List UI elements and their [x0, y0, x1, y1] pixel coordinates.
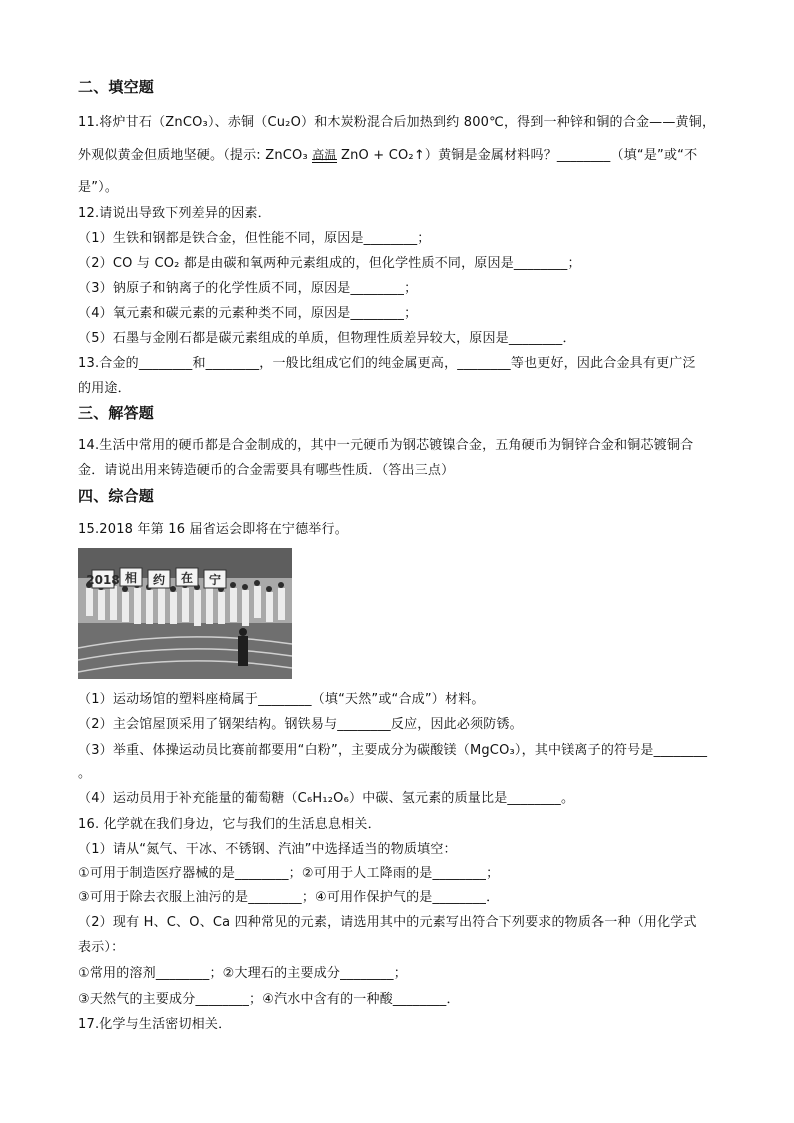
section-heading-fill-blank: 二、填空题 — [78, 78, 155, 96]
q15-item-4: （4）运动员用于补充能量的葡萄糖（C₆H₁₂O₆）中碳、氢元素的质量比是________。 — [78, 791, 575, 806]
q15-stem: 15.2018 年第 16 届省运会即将在宁德举行。 — [78, 522, 348, 537]
q14-line-1: 14.生活中常用的硬币都是合金制成的，其中一元硬币为钢芯镀镍合金，五角硬币为铜锌合金和铜芯镀铜合 — [78, 438, 694, 453]
q12-item-2: （2）CO 与 CO₂ 都是由碳和氧两种元素组成的，但化学性质不同，原因是________； — [78, 256, 581, 271]
q11-line-2-post: ZnO + CO₂↑）黄铜是金属材料吗？________（填“是”或“不 — [336, 148, 698, 163]
games-parade-photo-art — [78, 548, 292, 679]
q15-item-2: （2）主会馆屋顶采用了钢架结构。钢铁易与________反应，因此必须防锈。 — [78, 717, 523, 732]
q17-stem: 17.化学与生活密切相关． — [78, 1017, 232, 1032]
games-parade-photo — [78, 548, 292, 679]
q13-line-1: 13.合金的________和________，一般比组成它们的纯金属更高，________等也更好，因此合金具有更广泛 — [78, 356, 696, 371]
svg-text:宁: 宁 — [208, 573, 222, 587]
q16-part-2-b: ③天然气的主要成分________；④汽水中含有的一种酸________． — [78, 992, 460, 1007]
section-heading-answer: 三、解答题 — [78, 404, 155, 422]
q16-part-1-b: ③可用于除去衣服上油污的是________；④可用作保护气的是________． — [78, 890, 500, 905]
q11-line-1: 11.将炉甘石（ZnCO₃）、赤铜（Cu₂O）和木炭粉混合后加热到约 800℃，得到一种锌和铜的合金——黄铜， — [78, 115, 716, 130]
q12-item-4: （4）氧元素和碳元素的元素种类不同，原因是________； — [78, 306, 418, 321]
q11-line-2 — [78, 147, 697, 164]
q16-part-2-line-2: 表示）： — [78, 940, 125, 955]
q14-line-2: 金．请说出用来铸造硬币的合金需要具有哪些性质．（答出三点） — [78, 463, 455, 478]
q15-item-3: （3）举重、体操运动员比赛前都要用“白粉”，主要成分为碳酸镁（MgCO₃），其中镁离子的符号是________ — [78, 743, 708, 758]
q11-line-3: 是”）。 — [78, 180, 119, 195]
svg-text:在: 在 — [180, 571, 194, 585]
q13-line-2: 的用途． — [78, 381, 131, 396]
q12-stem: 12.请说出导致下列差异的因素． — [78, 206, 271, 221]
q16-part-2-line-1: （2）现有 H、C、O、Ca 四种常见的元素，请选用其中的元素写出符合下列要求的物质各一种（用化学式 — [78, 915, 697, 930]
q15-item-3-end: 。 — [78, 766, 92, 781]
section-heading-comprehensive: 四、综合题 — [78, 487, 155, 505]
svg-text:2018: 2018 — [86, 573, 120, 587]
q12-item-1: （1）生铁和钢都是铁合金，但性能不同，原因是________； — [78, 231, 431, 246]
reaction-condition — [312, 147, 336, 163]
q16-stem: 16. 化学就在我们身边，它与我们的生活息息相关． — [78, 817, 381, 832]
q16-part-2-a: ①常用的溶剂________；②大理石的主要成分________； — [78, 966, 407, 981]
svg-text:约: 约 — [152, 573, 166, 587]
q12-item-3: （3）钠原子和钠离子的化学性质不同，原因是________； — [78, 281, 418, 296]
svg-text:相: 相 — [124, 571, 138, 585]
q15-item-1: （1）运动场馆的塑料座椅属于________（填“天然”或“合成”）材料。 — [78, 692, 485, 707]
q16-part-1-a: ①可用于制造医疗器械的是________；②可用于人工降雨的是________； — [78, 866, 500, 881]
q11-line-2-pre: 外观似黄金但质地坚硬。（提示: ZnCO₃ — [78, 148, 313, 163]
q12-item-5: （5）石墨与金刚石都是碳元素组成的单质，但物理性质差异较大，原因是________． — [78, 331, 576, 346]
reaction-condition-label: 高温 — [312, 148, 337, 162]
q16-part-1: （1）请从“氮气、干冰、不锈钢、汽油”中选择适当的物质填空： — [78, 842, 457, 857]
